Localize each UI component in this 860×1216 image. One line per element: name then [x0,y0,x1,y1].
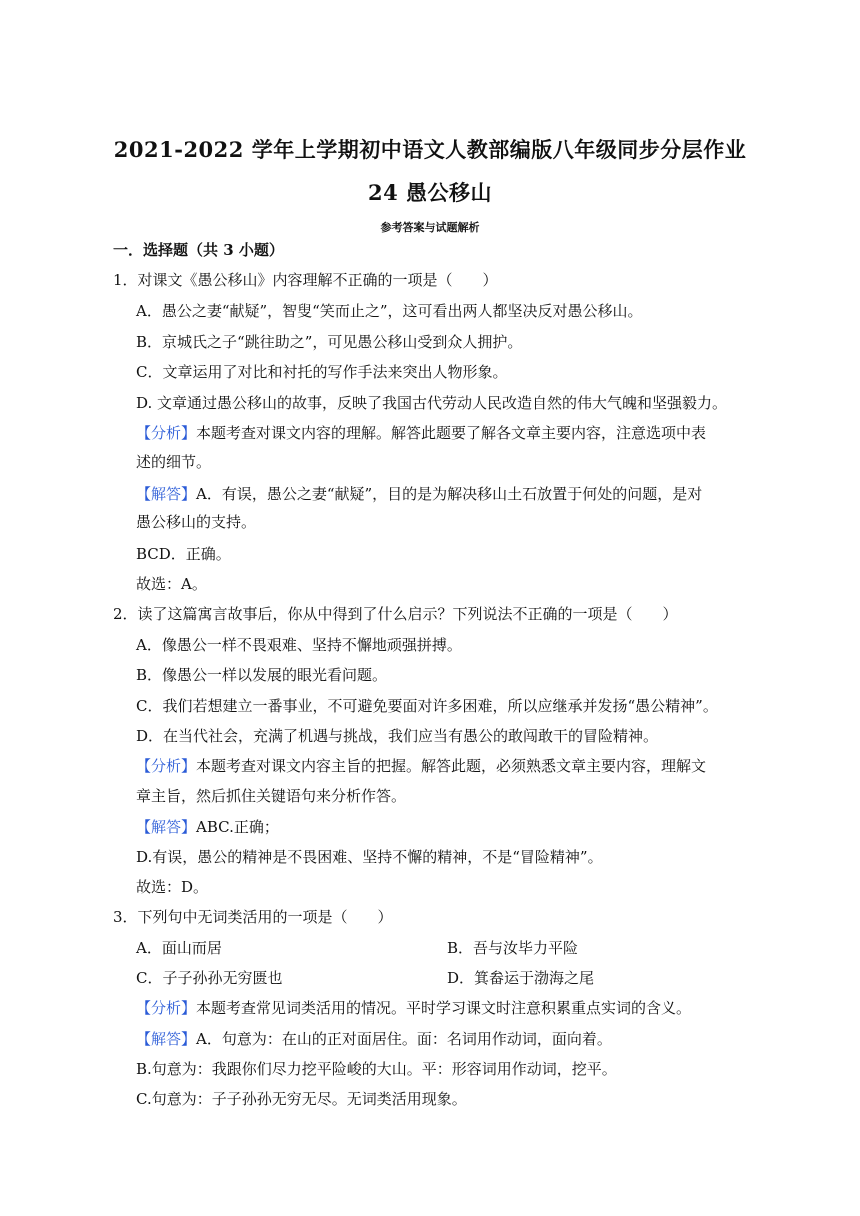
document-subtitle: 参考答案与试题解析 [380,221,480,234]
question-3-option-b: B．吾与汝毕力平险 [447,939,579,957]
question-1-answer-cont: 愚公移山的支持。 [136,513,257,531]
question-1-option-b: B．京城氏之子“跳往助之”，可见愚公移山受到众人拥护。 [136,333,523,351]
analysis-text: 本题考查对课文内容的理解。解答此题要了解各文章主要内容，注意选项中表 [196,424,707,442]
answer-tag: 【解答】 [136,485,197,503]
analysis-tag: 【分析】 [136,999,197,1017]
question-3-option-a: A．面山而居 [136,939,222,957]
question-3-answer-c: C.句意为：子子孙孙无穷无尽。无词类活用现象。 [136,1090,467,1108]
question-1-option-d: D. 文章通过愚公移山的故事，反映了我国古代劳动人民改造自然的伟大气魄和坚强毅力。 [136,394,728,412]
question-3-option-c: C．子子孙孙无穷匮也 [136,969,283,987]
question-3-answer [136,1029,612,1049]
question-1-answer [136,484,702,504]
answer-text: A．有误，愚公之妻“献疑”，目的是为解决移山土石放置于何处的问题，是对 [196,485,703,503]
question-2-option-b: B．像愚公一样以发展的眼光看问题。 [136,666,388,684]
answer-text: ABC.正确； [196,818,279,836]
question-1-answer-bcd: BCD．正确。 [136,545,231,563]
answer-tag: 【解答】 [136,818,197,836]
question-2-answer-cont: D.有误，愚公的精神是不畏困难、坚持不懈的精神，不是“冒险精神”。 [136,848,603,866]
question-3-answer-b: B.句意为：我跟你们尽力挖平险峻的大山。平：形容词用作动词，挖平。 [136,1060,617,1078]
question-3-stem: 3．下列句中无词类活用的一项是（ ） [113,908,393,926]
analysis-tag: 【分析】 [136,757,197,775]
question-1-analysis [136,423,706,443]
question-1-option-c: C．文章运用了对比和衬托的写作手法来突出人物形象。 [136,363,508,381]
question-2-option-d: D．在当代社会，充满了机遇与挑战，我们应当有愚公的敢闯敢干的冒险精神。 [136,727,659,745]
question-2-choice: 故选：D。 [136,878,209,896]
question-2-stem: 2．读了这篇寓言故事后，你从中得到了什么启示？下列说法不正确的一项是（ ） [113,605,678,623]
lesson-title: 24 愚公移山 [367,180,493,205]
question-2-analysis [136,756,706,776]
question-1-analysis-cont: 述的细节。 [136,453,212,471]
question-1-choice: 故选：A。 [136,575,207,593]
question-3-option-d: D．箕畚运于渤海之尾 [447,969,595,987]
question-1-option-a: A．愚公之妻“献疑”，智叟“笑而止之”，这可看出两人都坚决反对愚公移山。 [136,302,643,320]
question-3-analysis [136,998,691,1018]
question-1-stem: 1．对课文《愚公移山》内容理解不正确的一项是（ ） [113,271,498,289]
answer-text: A．句意为：在山的正对面居住。面：名词用作动词，面向着。 [196,1030,612,1048]
question-2-answer [136,817,279,837]
section-heading: 一．选择题（共 3 小题） [113,241,284,259]
question-2-analysis-cont: 章主旨，然后抓住关键语句来分析作答。 [136,787,407,805]
answer-tag: 【解答】 [136,1030,197,1048]
analysis-text: 本题考查对课文内容主旨的把握。解答此题，必须熟悉文章主要内容，理解文 [196,757,707,775]
analysis-text: 本题考查常见词类活用的情况。平时学习课文时注意积累重点实词的含义。 [196,999,692,1017]
analysis-tag: 【分析】 [136,424,197,442]
document-title: 2021-2022 学年上学期初中语文人教部编版八年级同步分层作业 [113,137,747,162]
question-2-option-c: C．我们若想建立一番事业，不可避免要面对许多困难，所以应继承并发扬“愚公精神”。 [136,697,718,715]
question-2-option-a: A．像愚公一样不畏艰难、坚持不懈地顽强拼搏。 [136,636,462,654]
